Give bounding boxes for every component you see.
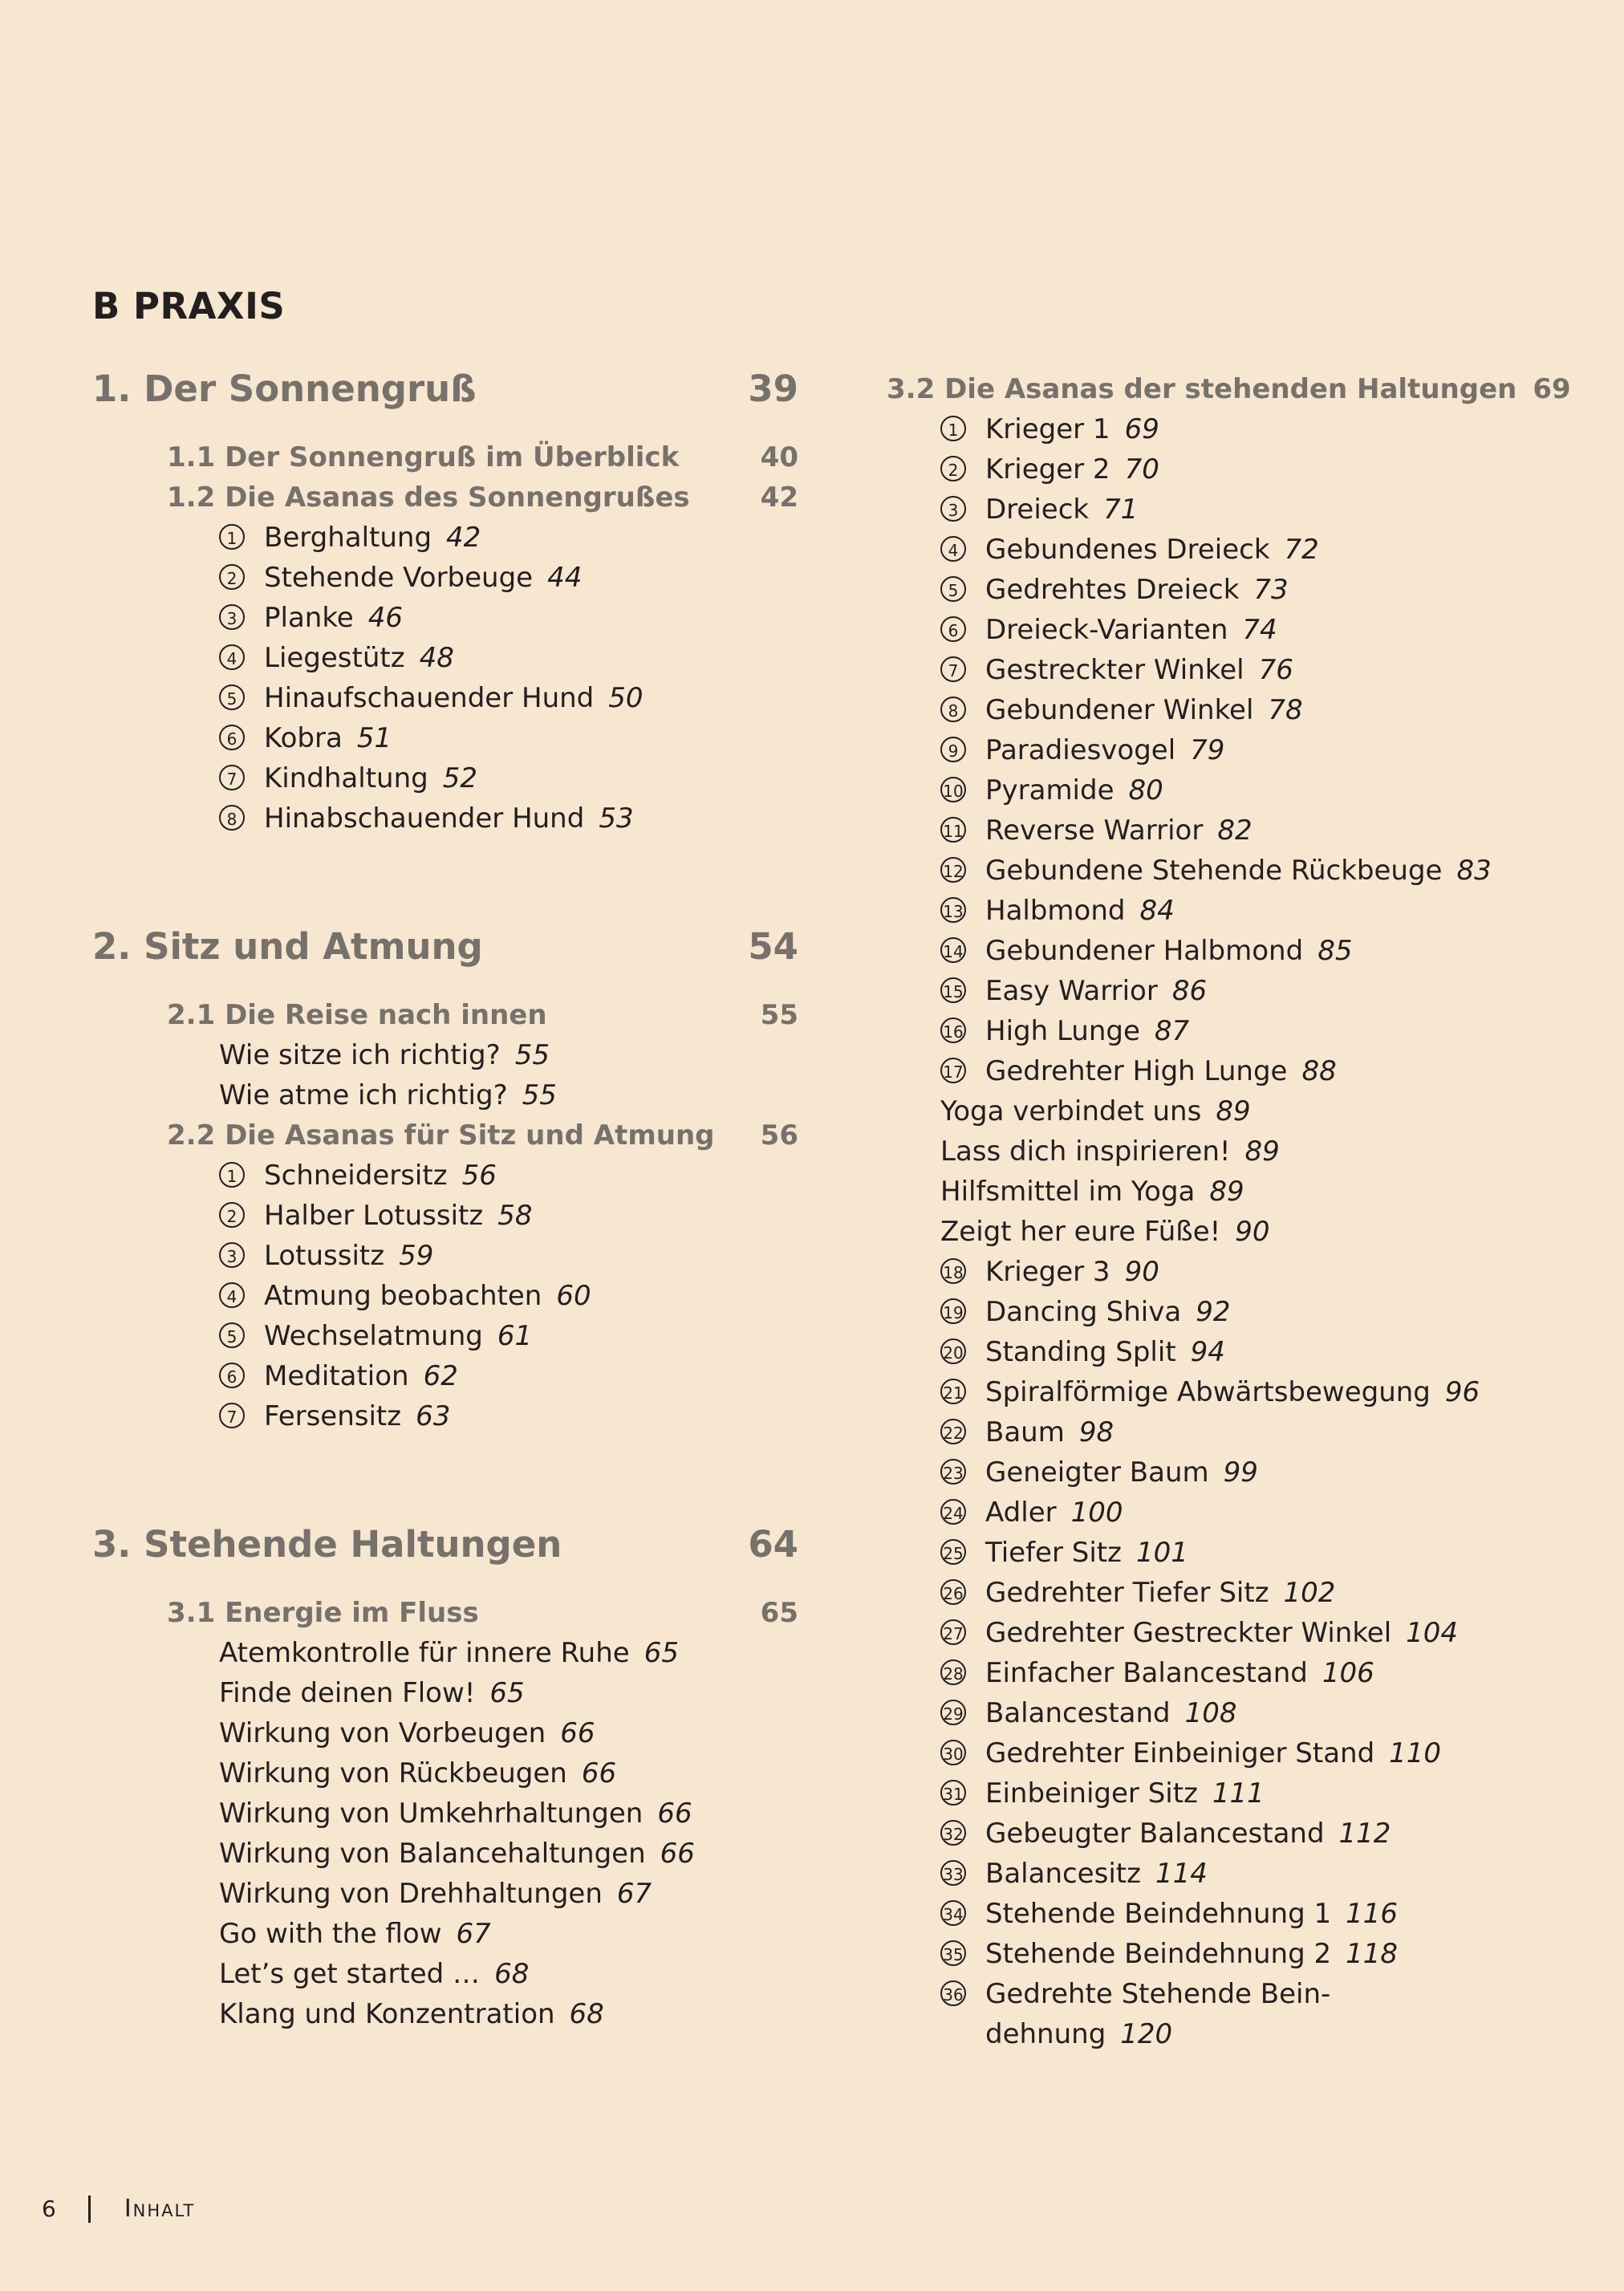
entry-page: 74 — [1242, 614, 1277, 646]
entry-title: Spiralförmige Abwärtsbewegung — [985, 1376, 1431, 1408]
section-title: 1.2 Die Asanas des Sonnengrußes — [167, 481, 690, 514]
page-footer — [42, 2195, 195, 2223]
toc-entry[interactable] — [887, 489, 1593, 530]
entry-page: 83 — [1456, 855, 1492, 887]
entry-page: 108 — [1184, 1697, 1237, 1729]
entry-title: Balancesitz — [985, 1858, 1141, 1890]
toc-entry[interactable] — [887, 1854, 1593, 1894]
entry-title: Liegestütz — [264, 642, 405, 674]
entry-page: 62 — [423, 1360, 458, 1392]
entry-title: Wirkung von Vorbeugen — [219, 1717, 546, 1749]
toc-entry[interactable] — [887, 690, 1593, 730]
number-circle-icon: 10 — [940, 777, 966, 802]
entry-title: Gebundener Winkel — [985, 694, 1254, 726]
number-circle-icon: 25 — [940, 1539, 966, 1565]
toc-right-column — [887, 357, 1593, 2054]
toc-entry[interactable] — [92, 1276, 798, 1316]
chapter-title: 2. Sitz und Atmung — [92, 925, 483, 968]
entry-page: 98 — [1078, 1416, 1114, 1448]
entry-page: 65 — [644, 1637, 679, 1669]
toc-entry[interactable] — [887, 610, 1593, 650]
toc-entry[interactable] — [887, 1693, 1593, 1733]
section-title: 3.2 Die Asanas der stehenden Haltungen — [887, 373, 1517, 405]
toc-entry[interactable] — [92, 1874, 798, 1914]
toc-entry[interactable] — [92, 1035, 798, 1075]
toc-entry[interactable] — [887, 570, 1593, 610]
entry-title: Wie sitze ich richtig? — [219, 1039, 501, 1071]
chapter-heading[interactable] — [92, 1513, 798, 1577]
section-page: 65 — [760, 1597, 798, 1629]
entry-page: 67 — [456, 1918, 491, 1950]
chapter-title: 3. Stehende Haltungen — [92, 1523, 562, 1566]
entry-title: Dancing Shiva — [985, 1296, 1182, 1328]
toc-entry[interactable] — [887, 1051, 1593, 1091]
entry-page: 102 — [1283, 1577, 1336, 1609]
number-circle-icon: 28 — [940, 1659, 966, 1685]
chapter-heading[interactable] — [92, 915, 798, 979]
toc-entry[interactable] — [887, 851, 1593, 891]
entry-page: 70 — [1124, 453, 1159, 485]
toc-entry[interactable] — [887, 530, 1593, 570]
number-circle-icon: 12 — [940, 857, 966, 883]
entry-page: 116 — [1346, 1898, 1399, 1930]
entry-title: Wirkung von Balancehaltungen — [219, 1838, 646, 1870]
entry-title: Hinaufschauender Hund — [264, 682, 595, 714]
entry-page: 72 — [1284, 534, 1319, 566]
entry-title: Wirkung von Umkehrhaltungen — [219, 1797, 644, 1830]
toc-entry[interactable] — [92, 638, 798, 678]
entry-title: Krieger 3 — [985, 1256, 1110, 1288]
number-circle-icon: 17 — [940, 1058, 966, 1083]
entry-page: 50 — [608, 682, 644, 714]
toc-entry[interactable] — [887, 810, 1593, 851]
number-circle-icon: 30 — [940, 1740, 966, 1765]
number-circle-icon: 15 — [940, 977, 966, 1003]
toc-entry[interactable] — [92, 1075, 798, 1115]
section-heading[interactable] — [92, 477, 798, 518]
entry-title: Hinabschauender Hund — [264, 802, 585, 835]
number-circle-icon: 7 — [219, 1403, 245, 1428]
number-circle-icon: 27 — [940, 1619, 966, 1645]
entry-title: Hilfsmittel im Yoga — [940, 1176, 1196, 1208]
entry-title: Lass dich inspirieren! — [940, 1135, 1231, 1168]
entry-page: 104 — [1406, 1617, 1459, 1649]
entry-title: Stehende Beindehnung 2 — [985, 1938, 1332, 1970]
entry-title: Gestreckter Winkel — [985, 654, 1244, 686]
entry-page: 79 — [1190, 734, 1225, 766]
entry-title: Dreieck-Varianten — [985, 614, 1228, 646]
number-circle-icon: 2 — [219, 1202, 245, 1228]
section-page: 55 — [760, 999, 798, 1031]
entry-title: Gebundener Halbmond — [985, 935, 1304, 967]
toc-entry[interactable] — [887, 1011, 1593, 1051]
number-circle-icon: 11 — [940, 817, 966, 843]
entry-title: Klang und Konzentration — [219, 1998, 555, 2030]
number-circle-icon: 3 — [219, 1242, 245, 1268]
chapter-title: 1. Der Sonnengruß — [92, 368, 477, 410]
toc-entry[interactable] — [887, 1773, 1593, 1814]
number-circle-icon: 36 — [940, 1980, 966, 2006]
toc-entry[interactable] — [887, 1894, 1593, 1934]
entry-page: 114 — [1155, 1858, 1208, 1890]
toc-entry[interactable] — [887, 1573, 1593, 1613]
toc-entry[interactable] — [887, 770, 1593, 810]
number-circle-icon: 4 — [940, 536, 966, 562]
entry-page: 42 — [446, 522, 481, 554]
entry-title: Geneigter Baum — [985, 1456, 1209, 1489]
toc-entry[interactable] — [92, 1316, 798, 1356]
entry-title: Gedrehte Stehende Bein- — [985, 1978, 1331, 2010]
section-page: 56 — [760, 1119, 798, 1152]
number-circle-icon: 31 — [940, 1780, 966, 1806]
entry-title: Finde deinen Flow! — [219, 1677, 476, 1709]
entry-title: Atemkontrolle für innere Ruhe — [219, 1637, 630, 1669]
section-heading[interactable] — [92, 995, 798, 1035]
number-circle-icon: 24 — [940, 1499, 966, 1525]
number-circle-icon: 34 — [940, 1900, 966, 1926]
toc-entry[interactable] — [92, 1396, 798, 1436]
entry-title: Planke — [264, 602, 354, 634]
entry-page: 94 — [1190, 1336, 1225, 1368]
entry-title: Stehende Vorbeuge — [264, 562, 534, 594]
entry-page: 86 — [1171, 975, 1208, 1007]
number-circle-icon: 22 — [940, 1419, 966, 1444]
entry-page: 58 — [497, 1200, 533, 1232]
toc-entry[interactable] — [887, 650, 1593, 690]
section-title: 3.1 Energie im Fluss — [167, 1597, 479, 1629]
number-circle-icon: 16 — [940, 1018, 966, 1043]
entry-page: 78 — [1268, 694, 1303, 726]
chapter-page: 39 — [748, 368, 798, 410]
entry-page: 90 — [1235, 1216, 1270, 1248]
entry-page: 118 — [1346, 1938, 1399, 1970]
number-circle-icon: 6 — [940, 616, 966, 642]
entry-title: Paradiesvogel — [985, 734, 1176, 766]
entry-page: 52 — [442, 762, 477, 794]
entry-title: Stehende Beindehnung 1 — [985, 1898, 1332, 1930]
section-title: 2.2 Die Asanas für Sitz und Atmung — [167, 1119, 715, 1152]
entry-title: Pyramide — [985, 774, 1114, 806]
entry-title: Krieger 1 — [985, 413, 1110, 445]
toc-entry[interactable] — [887, 1533, 1593, 1573]
toc-entry[interactable] — [887, 1493, 1593, 1533]
chapter-page: 64 — [748, 1523, 798, 1566]
toc-entry[interactable] — [92, 718, 798, 758]
toc-entry[interactable] — [92, 1356, 798, 1396]
entry-page: 68 — [494, 1958, 530, 1990]
entry-title: Yoga verbindet uns — [940, 1095, 1202, 1127]
entry-page: 85 — [1317, 935, 1353, 967]
toc-left-column — [92, 357, 798, 2034]
number-circle-icon: 7 — [940, 656, 966, 682]
toc-entry[interactable] — [887, 730, 1593, 770]
entry-page: 66 — [657, 1797, 692, 1830]
number-circle-icon: 35 — [940, 1940, 966, 1966]
toc-entry[interactable] — [92, 518, 798, 558]
entry-page: 82 — [1217, 814, 1253, 847]
entry-title: Zeigt her eure Füße! — [940, 1216, 1221, 1248]
entry-page: 69 — [1124, 413, 1159, 445]
number-circle-icon: 13 — [940, 897, 966, 923]
section-page: 40 — [760, 441, 798, 473]
toc-entry[interactable] — [887, 1814, 1593, 1854]
toc-entry[interactable] — [92, 1954, 798, 1994]
entry-page: 66 — [560, 1717, 595, 1749]
entry-title: Let’s get started … — [219, 1958, 481, 1990]
entry-title: Adler — [985, 1497, 1057, 1529]
number-circle-icon: 7 — [219, 765, 245, 790]
toc-entry[interactable] — [92, 1196, 798, 1236]
section-page: 69 — [1533, 373, 1571, 405]
toc-entry[interactable] — [887, 1653, 1593, 1693]
entry-page: 48 — [419, 642, 454, 674]
entry-page: 96 — [1444, 1376, 1480, 1408]
toc-entry[interactable] — [92, 558, 798, 598]
entry-title: Tiefer Sitz — [985, 1537, 1122, 1569]
toc-entry[interactable] — [887, 1212, 1593, 1252]
toc-entry[interactable] — [92, 1914, 798, 1954]
toc-entry[interactable] — [92, 1793, 798, 1834]
toc-entry[interactable] — [887, 931, 1593, 971]
toc-entry[interactable] — [92, 1156, 798, 1196]
entry-title: Einbeiniger Sitz — [985, 1777, 1198, 1810]
entry-title: dehnung — [985, 2018, 1106, 2050]
entry-title: Berghaltung — [264, 522, 432, 554]
number-circle-icon: 23 — [940, 1459, 966, 1485]
entry-title: Krieger 2 — [985, 453, 1110, 485]
number-circle-icon: 1 — [219, 1162, 245, 1188]
entry-page: 44 — [547, 562, 583, 594]
entry-title: Balancestand — [985, 1697, 1171, 1729]
toc-entry[interactable] — [92, 1713, 798, 1753]
entry-page: 60 — [556, 1280, 591, 1312]
chapter-page: 54 — [748, 925, 798, 968]
entry-page: 71 — [1103, 494, 1139, 526]
number-circle-icon: 18 — [940, 1258, 966, 1284]
entry-title: Wirkung von Rückbeugen — [219, 1757, 567, 1789]
entry-page: 55 — [522, 1079, 557, 1111]
number-circle-icon: 2 — [219, 564, 245, 590]
toc-entry[interactable] — [887, 1934, 1593, 1974]
entry-page: 120 — [1120, 2018, 1173, 2050]
toc-entry[interactable] — [887, 1252, 1593, 1292]
toc-entry[interactable] — [92, 798, 798, 839]
entry-title: Gebeugter Balancestand — [985, 1818, 1325, 1850]
toc-entry[interactable] — [887, 1332, 1593, 1372]
toc-entry[interactable] — [887, 891, 1593, 931]
toc-entry[interactable] — [887, 1372, 1593, 1412]
toc-entry[interactable] — [92, 598, 798, 638]
entry-title: Dreieck — [985, 494, 1090, 526]
toc-entry[interactable] — [887, 1091, 1593, 1131]
entry-page: 87 — [1154, 1015, 1190, 1047]
number-circle-icon: 14 — [940, 937, 966, 963]
entry-title: Gedrehter Tiefer Sitz — [985, 1577, 1269, 1609]
entry-page: 61 — [497, 1320, 533, 1352]
toc-entry[interactable] — [887, 1292, 1593, 1332]
toc-entry[interactable] — [92, 678, 798, 718]
number-circle-icon: 3 — [219, 604, 245, 630]
entry-title: Gedrehter Einbeiniger Stand — [985, 1737, 1375, 1769]
entry-page: 106 — [1322, 1657, 1374, 1689]
toc-entry[interactable] — [887, 449, 1593, 489]
entry-page: 110 — [1389, 1737, 1442, 1769]
toc-entry[interactable] — [92, 1994, 798, 2034]
number-circle-icon: 8 — [940, 697, 966, 722]
entry-title: Kobra — [264, 722, 343, 754]
part-title: B PRAXIS — [92, 285, 286, 327]
section-heading[interactable] — [92, 1115, 798, 1156]
entry-page: 59 — [399, 1240, 434, 1272]
entry-page: 73 — [1253, 574, 1289, 606]
toc-entry[interactable] — [887, 1172, 1593, 1212]
number-circle-icon: 26 — [940, 1579, 966, 1605]
entry-page: 68 — [569, 1998, 604, 2030]
number-circle-icon: 6 — [219, 725, 245, 750]
section-page: 42 — [760, 481, 798, 514]
entry-page: 111 — [1212, 1777, 1265, 1810]
entry-title: Kindhaltung — [264, 762, 428, 794]
entry-title: Schneidersitz — [264, 1160, 448, 1192]
number-circle-icon: 1 — [940, 416, 966, 441]
entry-page: 88 — [1301, 1055, 1337, 1087]
entry-title: Wechselatmung — [264, 1320, 483, 1352]
entry-page: 84 — [1139, 895, 1175, 927]
entry-page: 66 — [660, 1838, 695, 1870]
entry-page: 55 — [514, 1039, 550, 1071]
entry-title: Wie atme ich richtig? — [219, 1079, 508, 1111]
number-circle-icon: 29 — [940, 1700, 966, 1725]
toc-entry[interactable] — [887, 1131, 1593, 1172]
section-heading[interactable] — [887, 369, 1593, 409]
entry-page: 63 — [416, 1400, 451, 1432]
section-title: 2.1 Die Reise nach innen — [167, 999, 547, 1031]
entry-page: 80 — [1128, 774, 1163, 806]
entry-title: Fersensitz — [264, 1400, 402, 1432]
entry-page: 99 — [1223, 1456, 1258, 1489]
entry-page: 89 — [1216, 1095, 1251, 1127]
toc-entry[interactable] — [92, 1673, 798, 1713]
entry-title: Gebundenes Dreieck — [985, 534, 1270, 566]
entry-title: Meditation — [264, 1360, 409, 1392]
entry-page: 101 — [1135, 1537, 1188, 1569]
number-circle-icon: 6 — [219, 1363, 245, 1388]
toc-entry[interactable] — [887, 1974, 1593, 2014]
page-number: 6 — [42, 2196, 56, 2222]
number-circle-icon: 32 — [940, 1820, 966, 1846]
entry-title: Easy Warrior — [985, 975, 1158, 1007]
entry-title: Gedrehtes Dreieck — [985, 574, 1240, 606]
running-title: Inhalt — [124, 2195, 196, 2223]
number-circle-icon: 9 — [940, 737, 966, 762]
number-circle-icon: 5 — [940, 576, 966, 602]
number-circle-icon: 4 — [219, 1282, 245, 1308]
toc-entry[interactable] — [887, 409, 1593, 449]
toc-entry[interactable] — [92, 758, 798, 798]
number-circle-icon: 1 — [219, 524, 245, 550]
toc-entry[interactable] — [92, 1633, 798, 1673]
entry-title: Reverse Warrior — [985, 814, 1204, 847]
entry-title: Gedrehter Gestreckter Winkel — [985, 1617, 1392, 1649]
entry-page: 46 — [367, 602, 403, 634]
entry-page: 92 — [1196, 1296, 1231, 1328]
toc-entry[interactable] — [887, 1452, 1593, 1493]
entry-title: Halber Lotussitz — [264, 1200, 484, 1232]
entry-page: 51 — [356, 722, 392, 754]
entry-page: 65 — [489, 1677, 525, 1709]
entry-title: Baum — [985, 1416, 1065, 1448]
number-circle-icon: 20 — [940, 1338, 966, 1364]
entry-page: 89 — [1209, 1176, 1244, 1208]
entry-page: 90 — [1124, 1256, 1159, 1288]
entry-title: Standing Split — [985, 1336, 1176, 1368]
number-circle-icon: 33 — [940, 1860, 966, 1886]
chapter-heading[interactable] — [92, 357, 798, 421]
number-circle-icon: 2 — [940, 456, 966, 481]
entry-page: 112 — [1338, 1818, 1391, 1850]
toc-entry[interactable] — [887, 1733, 1593, 1773]
entry-page: 67 — [616, 1878, 652, 1910]
toc-entry-continuation — [887, 2014, 1593, 2054]
number-circle-icon: 3 — [940, 496, 966, 522]
entry-title: High Lunge — [985, 1015, 1140, 1047]
entry-title: Gedrehter High Lunge — [985, 1055, 1288, 1087]
entry-title: Lotussitz — [264, 1240, 385, 1272]
section-heading[interactable] — [92, 437, 798, 477]
number-circle-icon: 8 — [219, 805, 245, 831]
number-circle-icon: 19 — [940, 1298, 966, 1324]
number-circle-icon: 5 — [219, 684, 245, 710]
number-circle-icon: 4 — [219, 644, 245, 670]
toc-entry[interactable] — [92, 1236, 798, 1276]
toc-entry[interactable] — [887, 1412, 1593, 1452]
entry-title: Einfacher Balancestand — [985, 1657, 1308, 1689]
entry-title: Go with the flow — [219, 1918, 442, 1950]
entry-page: 76 — [1258, 654, 1293, 686]
toc-entry[interactable] — [92, 1834, 798, 1874]
toc-entry[interactable] — [887, 1613, 1593, 1653]
entry-title: Halbmond — [985, 895, 1126, 927]
footer-divider — [88, 2196, 91, 2223]
entry-page: 100 — [1070, 1497, 1123, 1529]
entry-page: 66 — [581, 1757, 617, 1789]
number-circle-icon: 21 — [940, 1379, 966, 1404]
entry-title: Atmung beobachten — [264, 1280, 542, 1312]
entry-page: 53 — [599, 802, 634, 835]
entry-page: 89 — [1244, 1135, 1280, 1168]
toc-entry[interactable] — [887, 971, 1593, 1011]
toc-entry[interactable] — [92, 1753, 798, 1793]
section-title: 1.1 Der Sonnengruß im Überblick — [167, 441, 680, 473]
number-circle-icon: 5 — [219, 1322, 245, 1348]
entry-page: 56 — [461, 1160, 497, 1192]
section-heading[interactable] — [92, 1593, 798, 1633]
entry-title: Gebundene Stehende Rückbeuge — [985, 855, 1443, 887]
entry-title: Wirkung von Drehhaltungen — [219, 1878, 603, 1910]
